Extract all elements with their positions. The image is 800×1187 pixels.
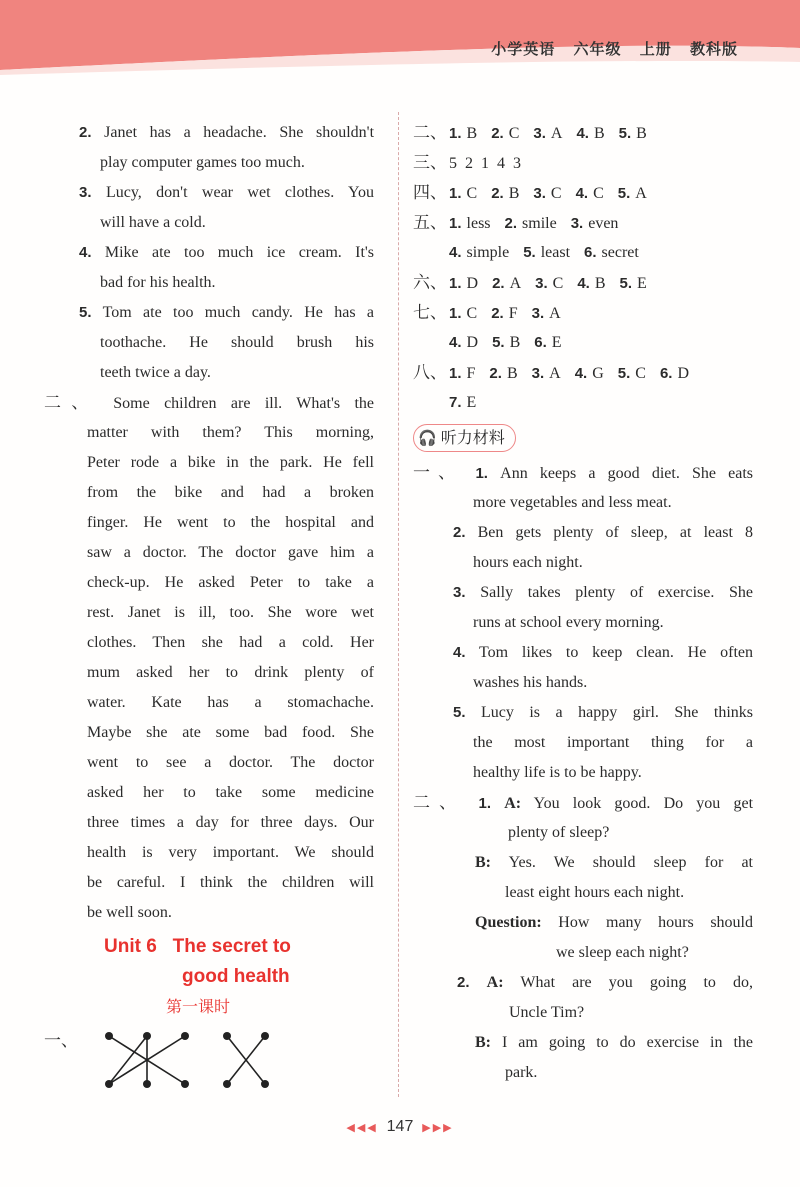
passage-line: health is very important. We should — [87, 844, 374, 861]
answer-value: B — [594, 275, 606, 292]
item-number: 2. — [489, 365, 502, 382]
answer-line: bad for his health. — [100, 274, 216, 291]
answer-value: A — [549, 305, 561, 322]
listening-line: hours each night. — [473, 554, 583, 571]
passage-line: be careful. I think the children will — [87, 874, 374, 891]
item-number: 5. — [79, 304, 92, 321]
answer-line: toothache. He should brush his — [100, 334, 374, 351]
item-number: 4. — [449, 244, 462, 261]
item-number: 1. — [449, 305, 462, 322]
dialog-line — [413, 908, 753, 938]
answer-row — [413, 358, 753, 388]
answer-item — [491, 125, 519, 142]
item-number: 2. — [492, 275, 505, 292]
answer-value: C — [466, 305, 478, 322]
answer-value: least — [540, 244, 571, 261]
item-number: 4. — [79, 244, 92, 261]
item-number: 1. — [449, 125, 462, 142]
answer-value: G — [592, 365, 604, 382]
answer-item — [618, 185, 647, 202]
answer-row — [413, 238, 753, 268]
answer-item — [505, 215, 557, 232]
answer-line: will have a cold. — [100, 214, 206, 231]
answer-row — [413, 148, 753, 178]
listening-tag — [413, 424, 516, 452]
answer-value: B — [509, 334, 521, 351]
page-number-footer — [0, 1118, 800, 1136]
answer-line: teeth twice a day. — [100, 364, 211, 381]
answer-value: C — [593, 185, 604, 202]
answer-item — [523, 244, 570, 261]
listening-line: more vegetables and less meat. — [473, 494, 672, 511]
answer-item — [449, 215, 491, 232]
answer-value: C — [550, 185, 562, 202]
left-column — [44, 118, 374, 1102]
answer-item — [492, 275, 521, 292]
item-number: 5. — [617, 365, 631, 382]
answer-item — [584, 244, 639, 261]
passage-line: finger. He went to the hospital and — [87, 514, 374, 531]
answer-row — [413, 208, 753, 238]
answer-value: C — [466, 185, 478, 202]
unit-title-line-2: good health — [182, 966, 290, 987]
passage-line: three times a day for three days. Our — [87, 814, 374, 831]
answer-item — [489, 365, 517, 382]
answer-item — [449, 334, 478, 351]
answer-item — [491, 305, 517, 322]
answer-row — [413, 178, 753, 208]
answer-item — [449, 275, 478, 292]
passage-line: asked her to take some medicine — [87, 784, 374, 801]
speaker-label: B: — [475, 1034, 491, 1051]
answer-item — [576, 185, 604, 202]
listening-line: healthy life is to be happy. — [473, 764, 642, 781]
speaker-label: A: — [504, 795, 522, 812]
item-number: 6. — [534, 334, 547, 351]
passage-line: from the bike and had a broken — [87, 484, 374, 501]
passage-line — [44, 388, 374, 418]
answer-item — [660, 365, 689, 382]
answer-value: less — [466, 215, 491, 232]
dialog-line: we sleep each night? — [556, 944, 689, 961]
unit-title-line-1: The secret to — [172, 936, 291, 957]
passage-line: mum asked her to drink plenty of — [87, 664, 374, 681]
listening-heading — [413, 418, 753, 458]
answer-item — [575, 365, 604, 382]
dialog-line — [413, 848, 753, 878]
answer-item — [449, 185, 477, 202]
item-number: 3. — [531, 305, 545, 322]
dialog-text: How many hours should — [558, 914, 753, 931]
answer-value: even — [588, 215, 619, 232]
listening-line — [413, 518, 753, 548]
right-arrows-icon: ▶▶▶ — [422, 1122, 454, 1134]
item-number: 4. — [575, 185, 589, 202]
passage-line: went to see a doctor. The doctor — [87, 754, 374, 771]
answer-value: B — [466, 125, 478, 142]
answer-value: F — [466, 365, 476, 382]
passage-line: Peter rode a bike in the park. He fell — [87, 454, 374, 471]
answer-value: F — [508, 305, 518, 322]
item-number: 5. — [619, 275, 633, 292]
listening-line — [413, 698, 753, 728]
passage-line: matter with them? This morning, — [87, 424, 374, 441]
answer-item — [449, 125, 477, 142]
passage-text: Some children are ill. What's the — [113, 395, 374, 412]
answer-text: Mike ate too much ice cream. It's — [104, 244, 375, 261]
passage-line: Maybe she ate some bad food. She — [87, 724, 374, 741]
answer-item — [535, 275, 563, 292]
answer-item — [449, 394, 476, 411]
item-number: 2. — [453, 524, 466, 541]
item-number: 1. — [449, 365, 462, 382]
item-number: 3. — [570, 215, 584, 232]
listening-text: Ann keeps a good diet. She eats — [500, 465, 754, 482]
book-info — [479, 38, 738, 59]
item-number: 5. — [523, 244, 536, 261]
listening-text: Tom likes to keep clean. He often — [479, 644, 753, 661]
section-marker: 三、 — [413, 153, 447, 173]
item-number: 4. — [576, 125, 589, 142]
question-label: Question: — [475, 914, 542, 931]
answer-item — [449, 244, 509, 261]
answer-item — [533, 185, 561, 202]
dialog-line — [413, 968, 753, 998]
item-number: 6. — [584, 244, 597, 261]
answer-value: secret — [601, 244, 639, 261]
item-number: 3. — [453, 584, 466, 601]
item-number: 2. — [491, 185, 504, 202]
answer-value: B — [508, 185, 520, 202]
answer-item — [449, 365, 475, 382]
item-number: 3. — [535, 275, 548, 292]
listening-tag-label: 听力材料 — [440, 428, 505, 447]
answer-row — [413, 268, 753, 298]
matching-lines — [99, 1030, 339, 1094]
answer-value: simple — [466, 244, 510, 261]
answer-value: C — [635, 365, 646, 382]
answer-value: B — [506, 365, 518, 382]
answer-value: E — [466, 394, 477, 411]
section-marker: 六、 — [413, 273, 447, 293]
answer-row — [413, 298, 753, 328]
item-number: 6. — [659, 365, 673, 382]
item-number: 7. — [449, 394, 462, 411]
listening-line: washes his hands. — [473, 674, 588, 691]
answer-value: A — [549, 365, 561, 382]
unit-title — [44, 932, 374, 962]
dialog-line: park. — [505, 1064, 538, 1081]
answer-text: Janet has a headache. She shouldn't — [104, 124, 375, 141]
section-marker: 二、 — [413, 793, 466, 813]
answer-item — [571, 215, 619, 232]
item-number: 5. — [453, 704, 466, 721]
answer-item — [620, 275, 647, 292]
page-header — [0, 0, 800, 75]
dialog-text: Yes. We should sleep for at — [508, 854, 753, 871]
answer-item — [534, 334, 561, 351]
answer-line — [44, 238, 374, 268]
listening-text: Sally takes plenty of exercise. She — [480, 584, 753, 601]
column-divider — [398, 112, 399, 1097]
answer-value: C — [552, 275, 564, 292]
dialog-line — [413, 1028, 753, 1058]
passage-line: clothes. Then she had a cold. Her — [87, 634, 374, 651]
dialog-text: You look good. Do you get — [533, 795, 754, 812]
item-number: 5. — [492, 334, 505, 351]
answer-value: E — [551, 334, 562, 351]
answer-item — [533, 125, 562, 142]
listening-line: runs at school every morning. — [473, 614, 664, 631]
subject-label: 小学英语 — [491, 40, 556, 58]
answer-item — [576, 125, 604, 142]
item-number: 4. — [453, 644, 466, 661]
page-number: 147 — [386, 1118, 414, 1135]
section-marker: 八、 — [413, 363, 447, 383]
unit-label: Unit 6 — [104, 936, 157, 957]
answer-value: D — [466, 275, 479, 292]
item-number: 1. — [449, 275, 462, 292]
passage-line: water. Kate has a stomachache. — [87, 694, 374, 711]
item-number: 3. — [533, 185, 546, 202]
passage-line: rest. Janet is ill, too. She wore wet — [87, 604, 374, 621]
volume-label: 上册 — [639, 40, 672, 58]
section-marker: 二、 — [413, 123, 447, 143]
answer-item — [577, 275, 605, 292]
listening-line — [413, 458, 753, 488]
item-number: 2. — [457, 974, 470, 991]
answer-item — [619, 125, 647, 142]
answer-sequence: 5 2 1 4 3 — [449, 155, 521, 172]
dialog-line: plenty of sleep? — [508, 824, 610, 841]
item-number: 5. — [617, 185, 631, 202]
item-number: 2. — [504, 215, 518, 232]
item-number: 4. — [574, 365, 588, 382]
passage-line: saw a doctor. The doctor gave him a — [87, 544, 374, 561]
item-number: 4. — [577, 275, 590, 292]
answer-value: B — [593, 125, 605, 142]
matching-exercise — [44, 1022, 374, 1102]
listening-text: Ben gets plenty of sleep, at least 8 — [477, 524, 753, 541]
lesson-title: 第一课时 — [166, 997, 231, 1016]
listening-line — [413, 578, 753, 608]
item-number: 1. — [449, 215, 462, 232]
section-marker: 五、 — [413, 213, 447, 233]
listening-text: Lucy is a happy girl. She thinks — [481, 704, 753, 721]
answer-value: D — [677, 365, 690, 382]
answer-value: smile — [522, 215, 557, 232]
section-marker: 一、 — [413, 463, 464, 483]
answer-value: A — [550, 125, 563, 142]
speaker-label: A: — [486, 974, 504, 991]
answer-text: Tom ate too much candy. He has a — [102, 304, 374, 321]
answer-text: Lucy, don't wear wet clothes. You — [105, 184, 375, 201]
dialog-line — [413, 788, 753, 818]
item-number: 3. — [79, 184, 92, 201]
section-marker: 七、 — [413, 303, 447, 323]
passage-line: be well soon. — [87, 904, 172, 921]
item-number: 1. — [478, 795, 492, 812]
answer-value: A — [509, 275, 522, 292]
answer-item — [618, 365, 646, 382]
answer-item — [491, 185, 519, 202]
dialog-line: Uncle Tim? — [509, 1004, 585, 1021]
section-marker: 二、 — [44, 393, 99, 413]
section-marker: 四、 — [413, 183, 447, 203]
answer-value: D — [466, 334, 479, 351]
speaker-label: B: — [475, 854, 491, 871]
passage-line: check-up. He asked Peter to take a — [87, 574, 374, 591]
answer-value: E — [637, 275, 647, 292]
listening-line: the most important thing for a — [473, 734, 753, 751]
headphones-icon: 🎧 — [418, 429, 437, 447]
item-number: 3. — [531, 365, 545, 382]
item-number: 1. — [475, 465, 488, 482]
answer-item — [532, 365, 561, 382]
answer-value: A — [635, 185, 647, 202]
section-marker: 一、 — [44, 1031, 78, 1051]
item-number: 4. — [449, 334, 462, 351]
answer-item — [492, 334, 520, 351]
answer-value: B — [636, 125, 647, 142]
left-arrows-icon: ◀◀◀ — [346, 1122, 378, 1134]
answer-line — [44, 298, 374, 328]
answer-key — [413, 118, 753, 418]
dialog-text: I am going to do exercise in the — [501, 1034, 753, 1051]
answer-item — [532, 305, 561, 322]
item-number: 3. — [533, 125, 546, 142]
answer-row — [413, 118, 753, 148]
grade-label: 六年级 — [573, 40, 622, 58]
answer-row — [413, 388, 753, 418]
answer-item — [449, 305, 477, 322]
item-number: 2. — [79, 124, 92, 141]
answer-row — [413, 328, 753, 358]
answer-value: C — [508, 125, 520, 142]
item-number: 5. — [618, 125, 632, 142]
item-number: 2. — [491, 305, 504, 322]
edition-label: 教科版 — [689, 40, 738, 58]
listening-line — [413, 638, 753, 668]
right-column — [413, 118, 753, 1088]
item-number: 2. — [491, 125, 504, 142]
dialog-text: What are you going to do, — [520, 974, 753, 991]
dialog-line: least eight hours each night. — [505, 884, 685, 901]
answer-line: play computer games too much. — [100, 154, 305, 171]
answer-line — [44, 178, 374, 208]
item-number: 1. — [449, 185, 462, 202]
answer-line — [44, 118, 374, 148]
